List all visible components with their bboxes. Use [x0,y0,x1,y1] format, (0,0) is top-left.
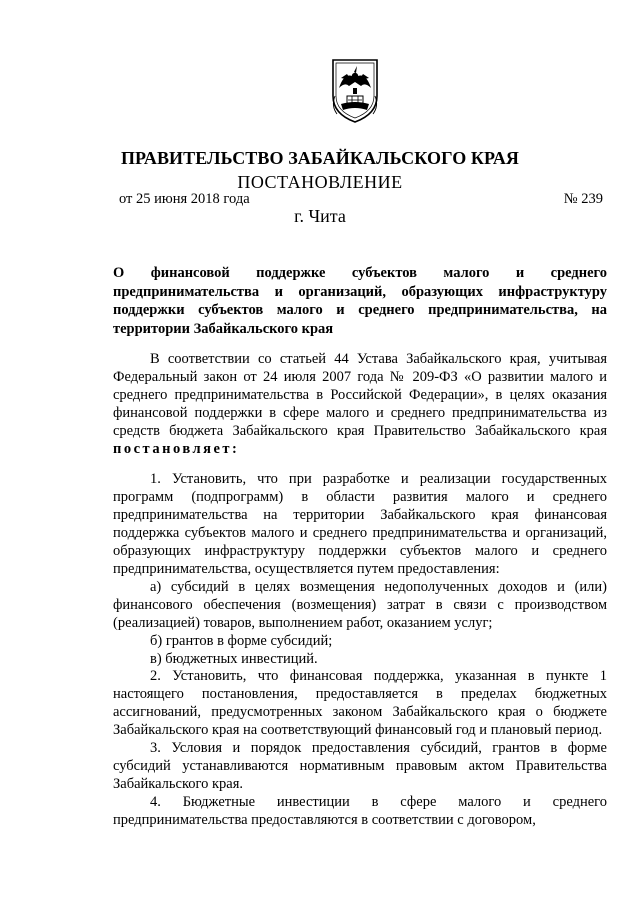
resolves-keyword: постановляет: [113,440,240,457]
document-title: О финансовой поддержке субъектов малого и среднего предпринимательства и организаций, образующих инфраструктуру поддержки субъектов малого и среднего предпринимательства, на территории Забайкальского края [113,265,607,337]
preamble-text: В соответствии со статьей 44 Устава Забайкальского края, учитывая Федеральный закон от 24 июля 2007 года № 209-ФЗ «О развитии малого и среднего предпринимательства в Российской Федерации», в целях оказания финансовой поддержки в сфере малого и среднего предпринимательства из средств бюджета Забайкальского края Правительство Забайкальского края [113,351,607,439]
paragraph-3: 3. Условия и порядок предоставления субсидий, грантов в форме субсидий устанавливаются нормативным правовым актом Правительства Забайкальского края. [113,740,607,792]
document-city: г. Чита [294,206,346,226]
paragraph-1: 1. Установить, что при разработке и реализации государственных программ (подпрограмм) в области развития малого и среднего предпринимательства на территории Забайкальского края финансовая поддержка субъектов малого и среднего предпринимательства и организаций, образующих инфраструктуру поддержки субъектов малого и среднего предпринимательства, осуществляется путем предоставления: [113,471,607,577]
subparagraph-a: а) субсидий в целях возмещения недополученных доходов и (или) финансового обеспечения (возмещения) затрат в связи с производством (реализацией) товаров, выполнением работ, оказанием услуг; [113,578,607,631]
subparagraph-c: в) бюджетных инвестиций. [150,650,318,667]
preamble-paragraph [113,351,607,458]
zabaykalsky-coat-of-arms-icon [327,56,383,124]
paragraph-2: 2. Установить, что финансовая поддержка, указанная в пункте 1 настоящего постановления, предоставляется в пределах бюджетных ассигнований, предусмотренных законом Забайкальского края о бюджете Забайкальского края на соответствующий финансовый год и плановый период. [113,668,607,739]
paragraph-4: 4. Бюджетные инвестиции в сфере малого и среднего предпринимательства предоставляются в соответствии с договором, [113,793,607,828]
document-type: ПОСТАНОВЛЕНИЕ [237,172,403,192]
document-number: № 239 [563,191,603,207]
document-body [113,351,607,830]
subparagraph-b: б) грантов в форме субсидий; [150,632,333,649]
government-name: ПРАВИТЕЛЬСТВО ЗАБАЙКАЛЬСКОГО КРАЯ [120,148,520,168]
document-date: от 25 июня 2018 года [119,191,250,207]
